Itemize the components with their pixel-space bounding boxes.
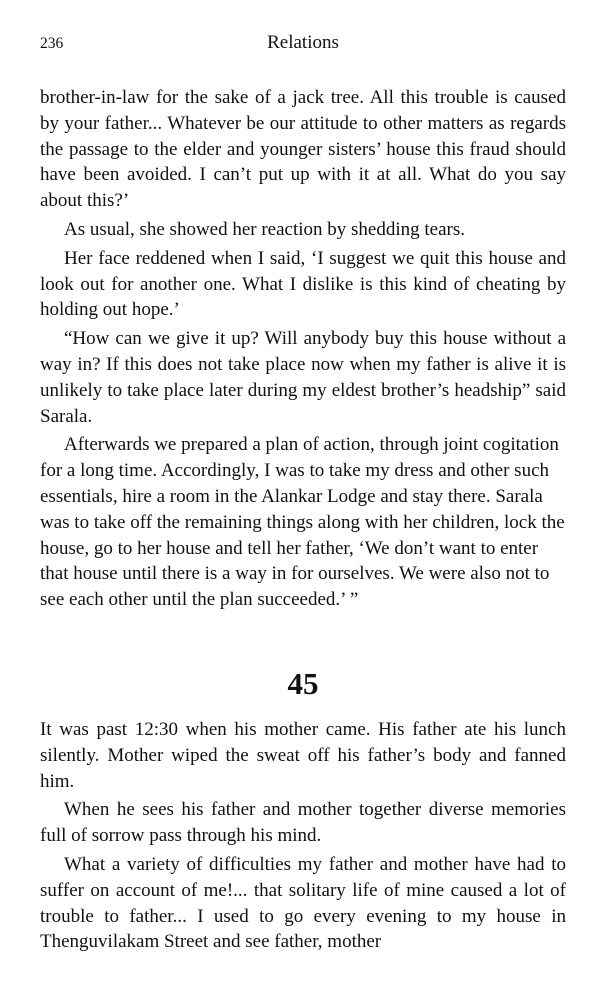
body-text — [40, 85, 566, 958]
paragraph: As usual, she showed her reaction by shedding tears. — [64, 218, 466, 240]
paragraph: Her face reddened when I said, ‘I suggest we quit this house and look out for another one. What I dislike is this kind of cheating by holding out hope.’ — [40, 247, 566, 321]
running-title: Relations — [267, 32, 339, 53]
chapter-number: 45 — [287, 665, 319, 701]
paragraph: Afterwards we prepared a plan of action, through joint cogitation for a long time. Accordingly, I was to take my dress and other such essentials, hire a room in the Alankar Lodge and stay there. Sarala was to take off the remaining things along with her children, lock the house, go to her house and tell her father, ‘We don’t want to enter that house until there is a way in for ourselves. We were also not to see each other until the plan succeeded.’ ” — [40, 434, 565, 611]
page-header — [40, 32, 566, 56]
paragraph: brother-in-law for the sake of a jack tree. All this trouble is caused by your father... Whatever be our attitude to other matters as regards the passage to the elder and younger sisters’ house this fraud should have been avoided. I can’t put up with it at all. What do you say about this?’ — [40, 87, 566, 212]
paragraph: When he sees his father and mother together diverse memories full of sorrow pass through his mind. — [40, 799, 566, 847]
book-page — [40, 0, 566, 981]
paragraph: What a variety of difficulties my father and mother have had to suffer on account of me!... that solitary life of mine caused a lot of trouble to father... I used to go every evening to my house in Thenguvilakam Street and see father, mother — [40, 853, 566, 953]
page-number: 236 — [40, 35, 64, 52]
paragraph: It was past 12:30 when his mother came. His father ate his lunch silently. Mother wiped the sweat off his father’s body and fanned him. — [40, 718, 566, 792]
paragraph: “How can we give it up? Will anybody buy this house without a way in? If this does not take place now when my father is alive it is unlikely to take place later during my eldest brother’s headship” said Sarala. — [40, 328, 566, 427]
